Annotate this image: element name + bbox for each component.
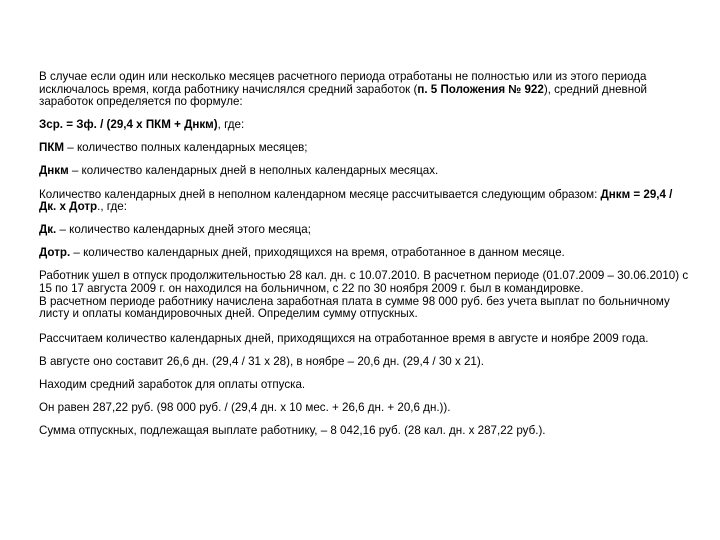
paragraph-8 [39,270,689,295]
paragraph-5 [39,189,689,214]
document-body [39,71,689,448]
paragraph-14 [39,425,689,438]
text-segment: Рассчитаем количество календарных дней, приходящихся на отработанное время в августе и ноябре 2009 года. [39,331,649,345]
text-segment: В августе оно составит 26,6 дн. (29,4 / 31 х 28), в ноябре – 20,6 дн. (29,4 / 30 х 21). [39,354,484,368]
text-segment: ., где: [97,200,127,214]
paragraph-6 [39,224,689,237]
text-segment: – количество календарных дней этого месяца; [56,223,311,237]
bold-text: ПКМ [39,141,65,155]
paragraph-1 [39,71,689,109]
paragraph-12 [39,379,689,392]
bold-text: п. 5 Положения № 922 [417,82,544,96]
text-segment: – количество календарных дней, приходящихся на время, отработанное в данном месяце. [70,246,565,260]
text-segment: В случае если один или несколько месяцев расчетного периода отработаны не полностью или из этого периода исключалось время, когда работнику начислялся средний заработок ( [39,70,647,96]
text-segment: ), средний дневной заработок определяется по формуле: [39,82,648,109]
text-segment: – количество календарных дней в неполных календарных месяцах. [68,164,439,178]
bold-text: Днкм = 29,4 / Дк. х Дотр [39,187,673,214]
text-segment: В расчетном периоде работнику начислена заработная плата в сумме 98 000 руб. без учета выплат по больничному листу и оплаты командировочных дней. Определим сумму отпускных. [39,294,670,321]
text-segment: Сумма отпускных, подлежащая выплате работнику, – 8 042,16 руб. (28 кал. дн. х 287,22 руб.). [39,424,546,438]
paragraph-11 [39,356,689,369]
paragraph-4 [39,165,689,178]
text-segment: Работник ушел в отпуск продолжительностью 28 кал. дн. с 10.07.2010. В расчетном периоде (01.07.2009 – 30.06.2010) с 15 по 17 августа 2009 г. он находился на больничном, с 22 по 30 ноября 2009 г. был в командировке. [39,269,689,296]
paragraph-13 [39,402,689,415]
text-segment: – количество полных календарных месяцев; [64,141,308,155]
text-segment: Находим средний заработок для оплаты отпуска. [39,378,306,391]
text-segment: Он равен 287,22 руб. (98 000 руб. / (29,4 дн. х 10 мес. + 26,6 дн. + 20,6 дн.)). [39,401,451,415]
bold-text: Дотр. [39,246,71,260]
paragraph-2 [39,119,689,132]
text-segment: Количество календарных дней в неполном календарном месяце рассчитывается следующим образом: [39,187,601,201]
paragraph-7 [39,247,689,260]
bold-text: Днкм [39,164,69,178]
text-segment: , где: [217,118,245,132]
paragraph-10 [39,333,689,346]
bold-text: Зср. = Зф. / (29,4 х ПКМ + Днкм) [39,118,218,132]
paragraph-9 [39,296,689,321]
paragraph-3 [39,142,689,155]
bold-text: Дк. [39,223,57,237]
